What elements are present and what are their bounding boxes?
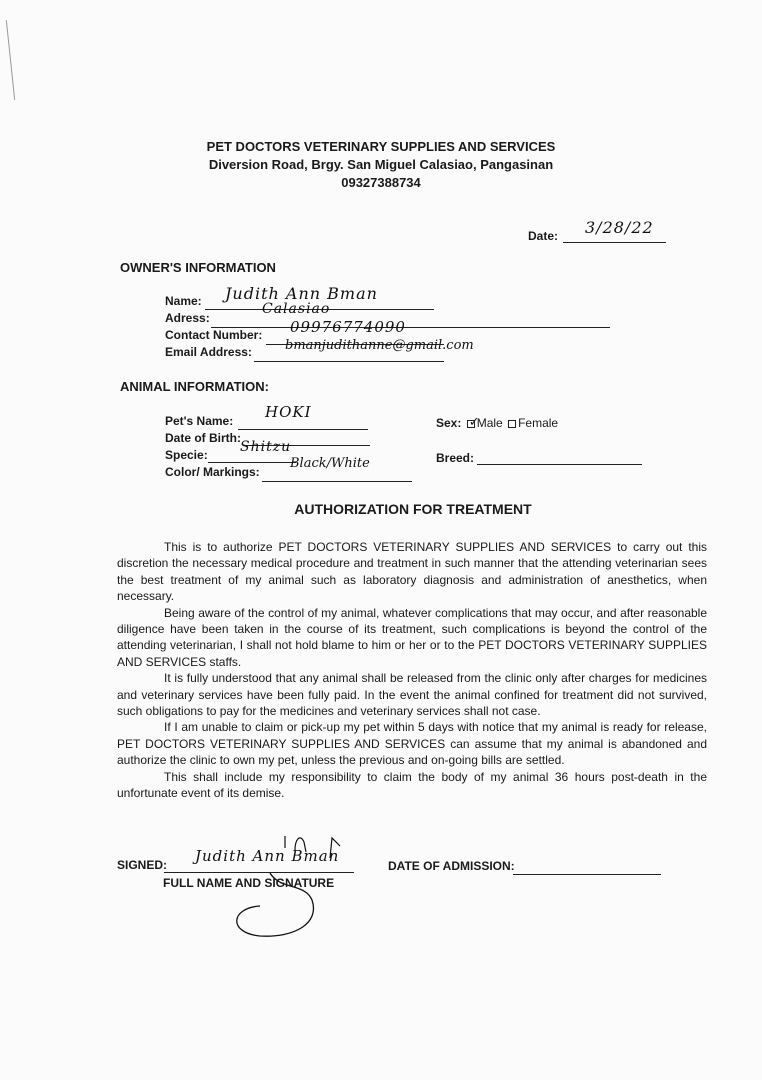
owner-address-value: Calasiao: [262, 301, 331, 317]
breed-field[interactable]: [477, 450, 642, 465]
company-name: PET DOCTORS VETERINARY SUPPLIES AND SERVICES: [206, 139, 556, 154]
date-label: Date:: [528, 229, 559, 243]
owner-name-label: Name:: [165, 294, 202, 308]
authorization-paragraph: This is to authorize PET DOCTORS VETERINARY SUPPLIES AND SERVICES to carry out this discretion the necessary medical procedure and treatment in such manner that the attending veterinarian sees the best treatment of my animal such as laboratory diagnosis and administration of anesthetics, when necessary.: [117, 540, 707, 604]
signed-label: SIGNED:: [117, 858, 168, 872]
sex-male-label: Male: [476, 416, 503, 430]
species-value: Shitzu: [240, 439, 292, 455]
pet-name-label: Pet's Name:: [165, 414, 234, 428]
sex-group: [436, 413, 559, 430]
breed-label: Breed:: [436, 451, 475, 465]
authorization-body: [117, 539, 707, 802]
signature-caption: FULL NAME AND SIGNATURE: [163, 876, 335, 890]
pet-name-value: HOKI: [265, 403, 312, 421]
owner-email-label: Email Address:: [165, 345, 252, 359]
authorization-paragraph: Being aware of the control of my animal, whatever complications that may occur, and after reasonable diligence have been taken in the course of its treatment, such complications is beyond the control of the attending veterinarian, I shall not hold blame to him or her or to the PET DOCTORS VETERINARY SUPPLIES AND SERVICES staffs.: [117, 605, 707, 669]
admission-date-field[interactable]: [513, 860, 661, 875]
animal-section-title: ANIMAL INFORMATION:: [120, 379, 269, 394]
authorization-paragraph: It is fully understood that any animal shall be released from the clinic only after charges for medicines and veterinary services have been fully paid. In the event the animal confined for treatment did not survived, such obligations to pay for the medicines and veterinary services shall not case.: [117, 671, 707, 719]
owner-email-value: bmanjudithanne@gmail.com: [285, 338, 474, 353]
signature-value: Judith Ann Bman: [195, 847, 340, 865]
owner-contact-label: Contact Number:: [165, 328, 263, 342]
owner-section-title: OWNER'S INFORMATION: [120, 260, 276, 275]
sex-female-checkbox[interactable]: [508, 420, 516, 428]
authorization-title: AUTHORIZATION FOR TREATMENT: [294, 501, 532, 517]
owner-address-label: Adress:: [165, 311, 210, 325]
species-label: Specie:: [165, 448, 208, 462]
owner-name-value: Judith Ann Bman: [225, 284, 378, 303]
company-phone: 09327388734: [341, 175, 421, 190]
scan-edge-mark: [6, 20, 15, 100]
color-label: Color/ Markings:: [165, 465, 260, 479]
sex-male-checkbox[interactable]: ✓: [468, 413, 480, 429]
authorization-paragraph: This shall include my responsibility to claim the body of my animal 36 hours post-death in the unfortunate event of its demise.: [117, 769, 707, 801]
color-value: Black/White: [290, 456, 370, 471]
sex-label: Sex:: [436, 416, 462, 430]
authorization-paragraph: If I am unable to claim or pick-up my pet within 5 days with notice that my animal is ready for release, PET DOCTORS VETERINARY SUPPLIES AND SERVICES can assume that my animal is abandoned and authorize the clinic to own my pet, unless the previous and on-going bills are settled.: [117, 720, 707, 768]
admission-label: DATE OF ADMISSION:: [388, 859, 515, 873]
sex-female-label: Female: [518, 416, 559, 430]
dob-label: Date of Birth:: [165, 431, 241, 445]
date-value: 3/28/22: [585, 218, 654, 237]
owner-contact-value: 09976774090: [290, 318, 406, 336]
company-address: Diversion Road, Brgy. San Miguel Calasiao, Pangasinan: [208, 157, 554, 172]
